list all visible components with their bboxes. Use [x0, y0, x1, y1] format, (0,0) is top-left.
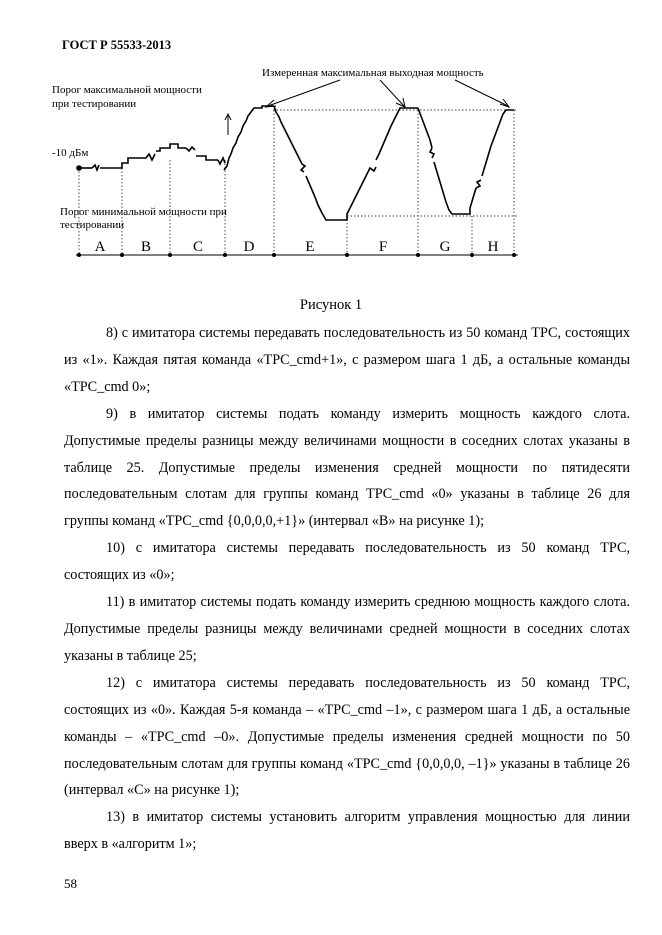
power-control-figure [0, 0, 662, 300]
segment-label-a: A [94, 239, 106, 255]
paragraph-9: 9) в имитатор системы подать команду измерить мощность каждого слота. Допустимые пределы разницы между величинами мощности в соседних слотах указаны в таблице 25. Допустимые пределы изменения средней мощности по пятидесяти последовательным слотам для группы команд TPC_cmd «0» указаны в таблице 26 для группы команд «TPC_cmd {0,0,0,0,+1}» (интервал «В» на рисунке 1); [64, 405, 630, 530]
body-text [64, 320, 630, 858]
power-curve [77, 106, 514, 220]
paragraph-12: 12) с имитатора системы передавать последовательность из 50 команд ТРС, состоящих из «0». Каждая 5-я команда – «TPC_cmd –1», с размером шага 1 дБ, а остальные команды – «TPC_cmd –0». Допустимые пределы изменения средней мощности по 50 последовательным слотам для группы команд «TPC_cmd {0,0,0,0, –1}» указаны в таблице 26 (интервал «С» на рисунке 1); [64, 674, 630, 799]
segment-label-g: G [439, 239, 451, 255]
paragraph-10: 10) с имитатора системы передавать последовательность из 50 команд ТРС, состоящих из «0»; [64, 540, 630, 584]
paragraph-13: 13) в имитатор системы установить алгоритм управления мощностью для линии вверх в «алгоритм 1»; [64, 809, 630, 853]
segment-label-d: D [243, 239, 255, 255]
min-threshold-label-1: Порог минимальной мощности при [60, 206, 227, 218]
segment-label-f: F [378, 239, 388, 255]
annotation-arrows [266, 80, 509, 107]
min-threshold-label-2: тестировании [60, 219, 125, 231]
measured-max-label: Измеренная максимальная выходная мощность [262, 67, 484, 79]
segment-label-c: C [192, 239, 204, 255]
segment-label-e: E [305, 239, 315, 255]
figure-caption: Рисунок 1 [299, 297, 363, 313]
guide-lines [79, 110, 518, 255]
document-header: ГОСТ Р 55533-2013 [62, 38, 172, 52]
up-arrow-icon [225, 114, 231, 135]
page-number: 58 [64, 876, 77, 891]
paragraph-11: 11) в имитатор системы подать команду измерить среднюю мощность каждого слота. Допустимые пределы разницы между величинами средней мощности в соседних слотах указаны в таблице 25; [64, 594, 630, 664]
segment-label-b: B [140, 239, 152, 255]
max-threshold-label-2: при тестировании [52, 98, 137, 110]
paragraph-8: 8) с имитатора системы передавать последовательность из 50 команд ТРС, состоящих из «1». Каждая пятая команда «TPC_cmd+1», с размером шага 1 дБ, а остальные команды «TPC_cmd 0»; [64, 325, 630, 395]
level-label: -10 дБм [52, 147, 89, 159]
max-threshold-label-1: Порог максимальной мощности [52, 84, 202, 96]
segment-label-h: H [487, 239, 499, 255]
